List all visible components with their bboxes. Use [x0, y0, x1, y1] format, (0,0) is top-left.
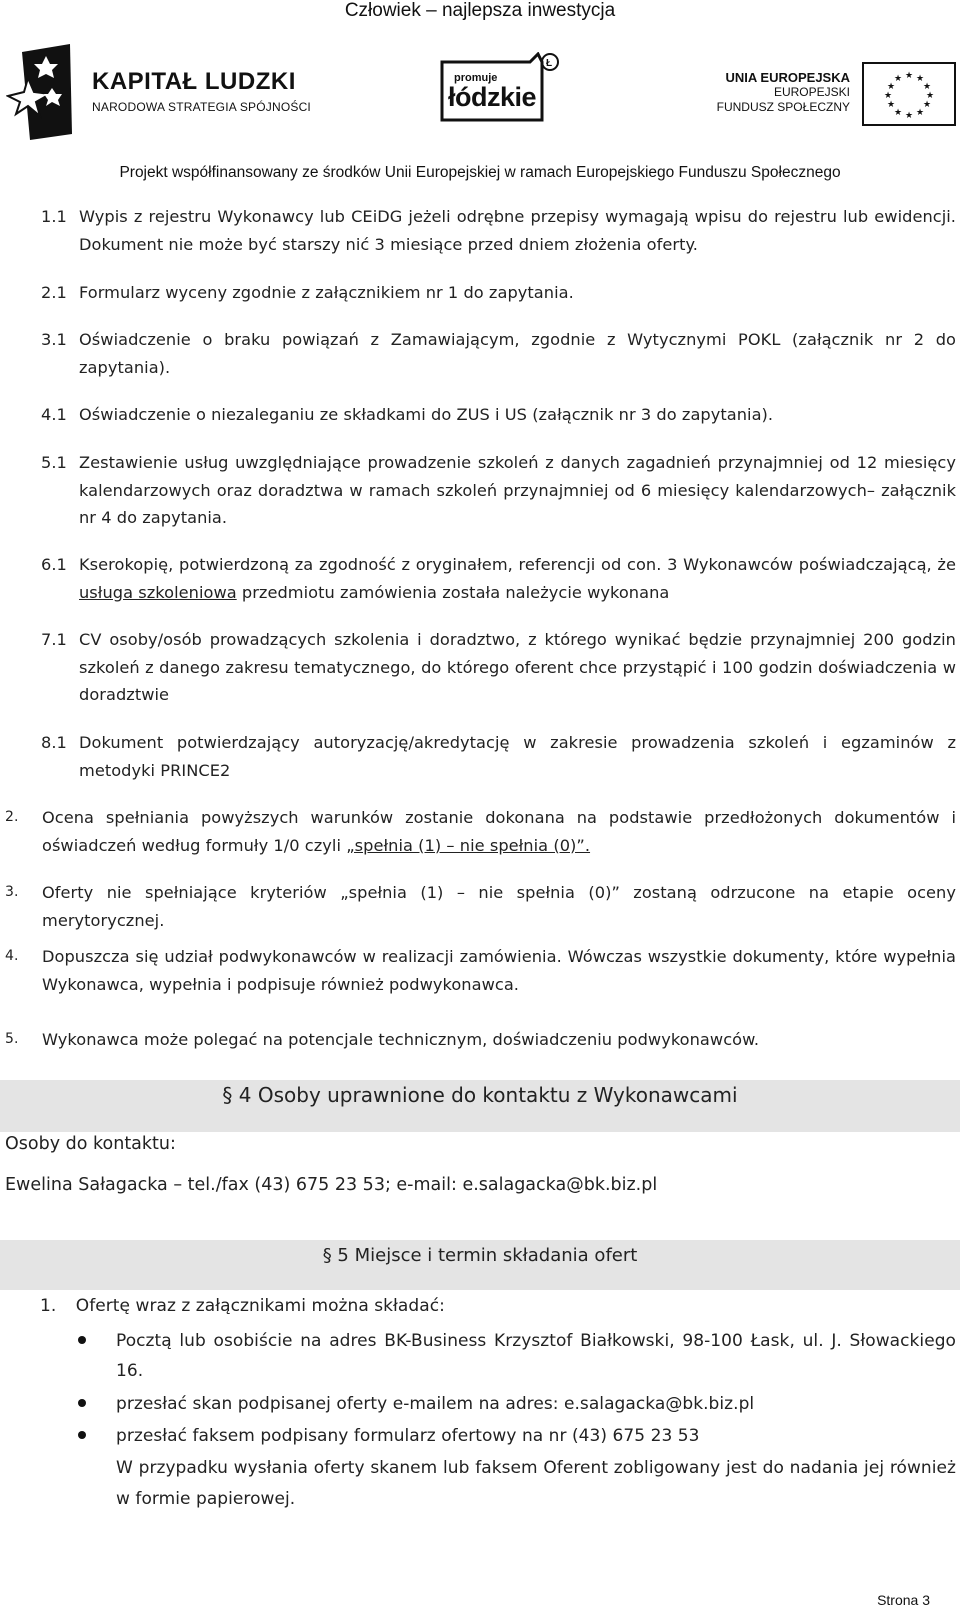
- item-number: 2.: [5, 809, 19, 825]
- page-header-title: Człowiek – najlepsza inwestycja: [344, 0, 616, 21]
- svg-text:★: ★: [893, 108, 903, 118]
- list-item: [41, 551, 956, 606]
- item-number: 8.1: [41, 733, 67, 752]
- submission-note: W przypadku wysłania oferty skanem lub faksem Oferent zobligowany jest do nadania jej również w formie papierowej.: [116, 1458, 956, 1509]
- lodzkie-promuje-text: promuje: [454, 72, 498, 84]
- list-item: [41, 326, 956, 381]
- item-text: [79, 551, 956, 606]
- svg-text:★: ★: [893, 74, 903, 84]
- item-text: Wypis z rejestru Wykonawcy lub CEiDG jeżeli odrębne przepisy wymagają wpisu do rejestru lub ewidencji. Dokument nie może być starszy nić 3 miesiące przed dniem złożenia oferty.: [79, 207, 956, 254]
- svg-text:Ł: Ł: [546, 58, 553, 69]
- item-number: 1.: [40, 1296, 57, 1316]
- item-number: 6.1: [41, 555, 67, 574]
- list-item: [5, 943, 956, 998]
- underlined-phrase: „spełnia (1) – nie spełnia (0)”.: [346, 835, 591, 855]
- item-text: Oświadczenie o braku powiązań z Zamawiającym, zgodnie z Wytycznymi POKL (załącznik nr 2 do zapytania).: [79, 330, 956, 377]
- item-text: Formularz wyceny zgodnie z załącznikiem nr 1 do zapytania.: [79, 283, 574, 302]
- svg-text:★: ★: [915, 108, 925, 118]
- item-number: 5.: [5, 1031, 19, 1047]
- item-number: 7.1: [41, 630, 67, 649]
- item-number: 4.: [5, 948, 19, 964]
- list-item: [41, 626, 956, 709]
- list-item: [5, 1026, 956, 1054]
- item-text: Oświadczenie o niezaleganiu ze składkami do ZUS i US (załącznik nr 3 do zapytania).: [79, 405, 774, 424]
- promuje-lodzkie-logo: [438, 52, 566, 128]
- item-number: 2.1: [41, 283, 67, 302]
- item-number: 3.1: [41, 330, 67, 349]
- contact-details: Ewelina Sałagacka – tel./fax (43) 675 23 53; e-mail: e.salagacka@bk.biz.pl: [5, 1175, 658, 1195]
- item-text: Ofertę wraz z załącznikami można składać:: [75, 1296, 445, 1316]
- list-item: [40, 1293, 940, 1321]
- bullet-text: Pocztą lub osobiście na adres BK-Business Krzysztof Białkowski, 98-100 Łask, ul. J. Słowackiego 16.: [116, 1331, 956, 1381]
- item-number: 4.1: [41, 405, 67, 424]
- list-item: [41, 401, 956, 429]
- item-number: 5.1: [41, 453, 67, 472]
- project-cofinancing-line: Projekt współfinansowany ze środków Unii Europejskiej w ramach Europejskiego Funduszu Społecznego: [119, 164, 841, 181]
- kapital-ludzki-wordmark: KAPITAŁ LUDZKI: [92, 68, 296, 95]
- item-number: 1.1: [41, 207, 67, 226]
- list-item: [5, 804, 956, 859]
- kapital-ludzki-logo: [6, 44, 316, 140]
- list-item: [41, 729, 956, 784]
- eu-line-1: UNIA EUROPEJSKA: [725, 70, 850, 85]
- svg-text:★: ★: [922, 82, 932, 92]
- eu-flag-icon: [862, 62, 956, 126]
- lodzkie-wordmark: łódzkie: [448, 82, 537, 112]
- item-text-part: Kserokopię, potwierdzoną za zgodność z oryginałem, referencji od con. 3 Wykonawców poświadczającą, że: [79, 555, 956, 574]
- list-item: [41, 449, 956, 532]
- bullet-text: przesłać skan podpisanej oferty e-mailem na adres: e.salagacka@bk.biz.pl: [116, 1394, 755, 1414]
- svg-text:★: ★: [904, 71, 914, 81]
- kapital-ludzki-subtitle: NARODOWA STRATEGIA SPÓJNOŚCI: [92, 100, 311, 114]
- svg-text:★: ★: [886, 82, 896, 92]
- contact-label: Osoby do kontaktu:: [5, 1134, 176, 1154]
- list-item: [5, 879, 956, 934]
- kapital-ludzki-emblem-icon: [6, 44, 86, 140]
- item-number: 3.: [5, 884, 19, 900]
- svg-text:★: ★: [904, 111, 914, 121]
- list-item: [41, 279, 956, 307]
- bullet-item: [78, 1326, 956, 1386]
- section-5-title: § 5 Miejsce i termin składania ofert: [322, 1245, 638, 1266]
- item-text: Dopuszcza się udział podwykonawców w realizacji zamówienia. Wówczas wszystkie dokumenty, które wypełnia Wykonawca, wypełnia i podpisuje również podwykonawca.: [42, 947, 956, 994]
- bullet-text: przesłać faksem podpisany formularz ofertowy na nr (43) 675 23 53: [116, 1426, 700, 1446]
- section-4-title: § 4 Osoby uprawnione do kontaktu z Wykonawcami: [222, 1083, 738, 1107]
- svg-text:★: ★: [883, 91, 893, 101]
- eu-fund-text: [717, 70, 850, 115]
- item-text: Dokument potwierdzający autoryzację/akredytację w zakresie prowadzenia szkoleń i egzaminów z metodyki PRINCE2: [79, 733, 956, 780]
- svg-text:★: ★: [922, 100, 932, 110]
- underlined-phrase: usługa szkoleniowa: [79, 582, 237, 602]
- item-text: Wykonawca może polegać na potencjale technicznym, doświadczeniu podwykonawców.: [42, 1030, 760, 1049]
- svg-text:★: ★: [925, 91, 935, 101]
- bullet-icon: [78, 1431, 86, 1439]
- item-text-part: przedmiotu zamówienia została należycie wykonana: [236, 582, 670, 602]
- svg-text:★: ★: [915, 74, 925, 84]
- eu-line-2: EUROPEJSKI: [773, 85, 850, 99]
- bullet-icon: [78, 1336, 86, 1344]
- svg-text:★: ★: [886, 100, 896, 110]
- bullet-item: [78, 1421, 956, 1451]
- bullet-item: [78, 1389, 956, 1419]
- item-text: Zestawienie usług uwzględniające prowadzenie szkoleń z danych zagadnień przynajmniej od 12 miesięcy kalendarzowych oraz doradztwa w ramach szkoleń przynajmniej od 6 miesięcy kalendarzowych– załącznik nr 4 do zapytania.: [79, 453, 956, 527]
- page-number: Strona 3: [877, 1592, 930, 1608]
- item-text: [42, 804, 956, 859]
- list-item: [41, 203, 956, 258]
- item-text: Oferty nie spełniające kryteriów „spełnia (1) – nie spełnia (0)” zostaną odrzucone na etapie oceny merytorycznej.: [42, 883, 956, 930]
- item-text-part: Ocena spełniania powyższych warunków zostanie dokonana na podstawie przedłożonych dokumentów i oświadczeń według formuły 1/0 czyli: [42, 808, 956, 855]
- eu-line-3: FUNDUSZ SPOŁECZNY: [716, 100, 850, 114]
- item-text: CV osoby/osób prowadzących szkolenia i doradztwo, z którego wynikać będzie przynajmniej 200 godzin szkoleń z danego zakresu tematycznego, do którego oferent chce przystąpić i 100 godzin doświadczenia w doradztwie: [79, 630, 956, 704]
- bullet-icon: [78, 1399, 86, 1407]
